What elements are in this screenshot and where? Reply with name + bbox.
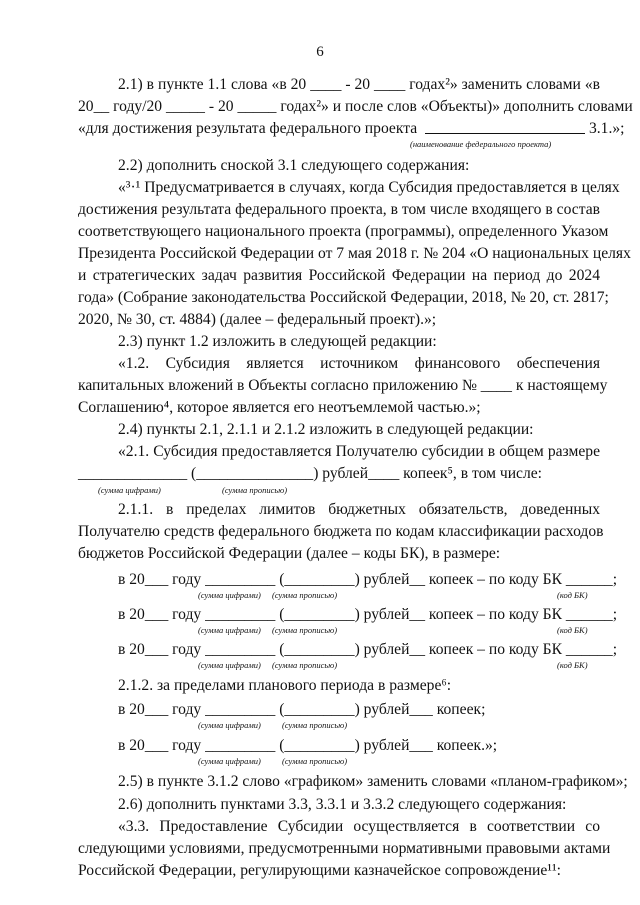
caption: (сумма прописью) bbox=[282, 720, 348, 730]
text-line: 2.3) пункт 1.2 изложить в следующей редакции: bbox=[118, 333, 437, 350]
text-line: Получателю средств федерального бюджета по кодам классификации расходов bbox=[78, 523, 604, 540]
caption: (сумма цифрами) bbox=[198, 625, 261, 635]
text-line: капитальных вложений в Объекты согласно приложению № ____ к настоящему bbox=[78, 377, 608, 394]
text-line: ______________ (_______________) рублей____ копеек⁵, в том числе: bbox=[78, 465, 543, 482]
caption: (сумма цифрами) bbox=[198, 590, 261, 600]
text-line: 2.1.1. в пределах лимитов бюджетных обязательств, доведенных bbox=[118, 501, 600, 518]
text-line: достижения результата федерального проекта, в том числе входящего в состав bbox=[78, 201, 600, 218]
text-line: 20__ году/20 _____ - 20 _____ годах²» и после слов «Объекты)» дополнить словами bbox=[78, 98, 633, 115]
caption: (сумма прописью) bbox=[272, 590, 338, 600]
text-line: «1.2. Субсидия является источником финансового обеспечения bbox=[118, 355, 600, 372]
text-line: 2.4) пункты 2.1, 2.1.1 и 2.1.2 изложить в следующей редакции: bbox=[118, 421, 534, 438]
caption: (наименование федерального проекта) bbox=[410, 139, 552, 149]
text-line: следующими условиями, предусмотренными нормативными правовыми актами bbox=[78, 840, 611, 857]
text-line: года» (Собрание законодательства Российской Федерации, 2018, № 20, ст. 2817; bbox=[78, 289, 609, 306]
blank-line bbox=[425, 120, 585, 134]
text-line: «3.3. Предоставление Субсидии осуществляется в соответствии со bbox=[118, 818, 600, 835]
page-number: 6 bbox=[316, 44, 324, 60]
caption: (код БК) bbox=[557, 590, 588, 600]
budget-row: в 20___ году _________ (_________) рублей__ копеек – по коду БК ______; bbox=[118, 606, 618, 623]
text-line: и стратегических задач развития Российской Федерации на период до 2024 bbox=[78, 267, 600, 284]
text-line: 2.1) в пункте 1.1 слова «в 20 ____ - 20 ____ годах²» заменить словами «в bbox=[118, 76, 600, 93]
text-line: 2020, № 30, ст. 4884) (далее – федеральный проект).»; bbox=[78, 311, 437, 328]
text-line: 2.5) в пункте 3.1.2 слово «графиком» заменить словами «планом-графиком»; bbox=[118, 773, 628, 790]
caption: (код БК) bbox=[557, 660, 588, 670]
text-line: «2.1. Субсидия предоставляется Получателю субсидии в общем размере bbox=[118, 443, 600, 460]
text-line: 2.1.2. за пределами планового периода в размере⁶: bbox=[118, 677, 452, 694]
caption: (сумма цифрами) bbox=[98, 485, 161, 495]
text-line bbox=[78, 119, 625, 139]
text-line: Российской Федерации, регулирующими казначейское сопровождение¹¹: bbox=[78, 862, 561, 879]
budget-row: в 20___ году _________ (_________) рублей___ копеек.»; bbox=[118, 737, 498, 754]
budget-row: в 20___ году _________ (_________) рублей___ копеек; bbox=[118, 701, 486, 718]
caption: (сумма цифрами) bbox=[198, 756, 261, 766]
caption: (сумма прописью) bbox=[282, 756, 348, 766]
budget-row: в 20___ году _________ (_________) рублей__ копеек – по коду БК ______; bbox=[118, 571, 618, 588]
text-line: Соглашению⁴, которое является его неотъемлемой частью.»; bbox=[78, 399, 481, 416]
text-line: бюджетов Российской Федерации (далее – коды БК), в размере: bbox=[78, 545, 501, 562]
text-line: соответствующего национального проекта (программы), определенного Указом bbox=[78, 223, 609, 240]
text-line: Президента Российской Федерации от 7 мая 2018 г. № 204 «О национальных целях bbox=[78, 245, 631, 262]
text-fragment: 3.1.»; bbox=[588, 120, 625, 137]
budget-row: в 20___ году _________ (_________) рублей__ копеек – по коду БК ______; bbox=[118, 641, 618, 658]
caption: (сумма цифрами) bbox=[198, 660, 261, 670]
text-fragment: «для достижения результата федерального проекта bbox=[78, 120, 418, 137]
caption: (сумма прописью) bbox=[222, 485, 288, 495]
caption: (код БК) bbox=[557, 625, 588, 635]
caption: (сумма прописью) bbox=[272, 625, 338, 635]
text-line: 2.6) дополнить пунктами 3.3, 3.3.1 и 3.3.2 следующего содержания: bbox=[118, 796, 567, 813]
caption: (сумма прописью) bbox=[272, 660, 338, 670]
text-line: «³·¹ Предусматривается в случаях, когда Субсидия предоставляется в целях bbox=[118, 179, 620, 196]
text-line: 2.2) дополнить сноской 3.1 следующего содержания: bbox=[118, 157, 470, 174]
caption: (сумма цифрами) bbox=[198, 720, 261, 730]
